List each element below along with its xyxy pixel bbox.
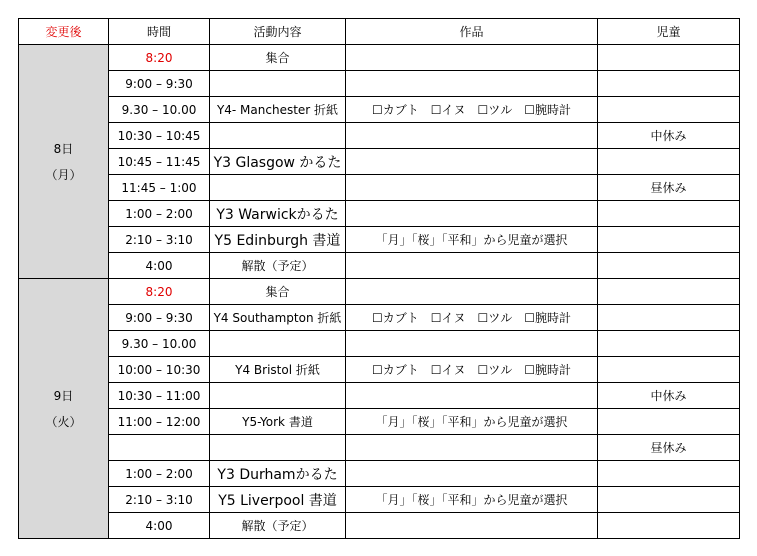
table-row [19, 123, 740, 149]
weekday-label: （月） [45, 167, 82, 182]
table-row [19, 357, 740, 383]
table-row [19, 513, 740, 539]
header-activity: 活動内容 [210, 19, 346, 45]
work-cell [346, 461, 598, 487]
header-time: 時間 [109, 19, 210, 45]
work-cell [346, 279, 598, 305]
day-cell [19, 279, 109, 539]
work-cell [346, 175, 598, 201]
table-row [19, 279, 740, 305]
work-cell: ☐カブト ☐イヌ ☐ツル ☐腕時計 [346, 357, 598, 383]
activity-cell: Y4 Bristol 折紙 [210, 357, 346, 383]
children-cell [598, 305, 740, 331]
time-cell: 9:00 – 9:30 [109, 71, 210, 97]
time-cell: 11:00 – 12:00 [109, 409, 210, 435]
time-cell: 9:00 – 9:30 [109, 305, 210, 331]
time-cell: 10:30 – 11:00 [109, 383, 210, 409]
children-cell: 中休み [598, 123, 740, 149]
table-row [19, 253, 740, 279]
activity-cell: 解散（予定） [210, 253, 346, 279]
day-label: 9日 [53, 388, 74, 403]
children-cell: 昼休み [598, 175, 740, 201]
children-cell: 昼休み [598, 435, 740, 461]
time-cell: 1:00 – 2:00 [109, 461, 210, 487]
activity-cell: Y4- Manchester 折紙 [210, 97, 346, 123]
activity-cell [210, 175, 346, 201]
children-cell [598, 461, 740, 487]
activity-cell: Y5 Liverpool 書道 [210, 487, 346, 513]
children-cell [598, 227, 740, 253]
work-cell: 「月」「桜」「平和」から児童が選択 [346, 487, 598, 513]
time-cell: 10:00 – 10:30 [109, 357, 210, 383]
activity-cell: 解散（予定） [210, 513, 346, 539]
activity-cell [210, 383, 346, 409]
activity-cell: Y3 Warwickかるた [210, 201, 346, 227]
work-cell: 「月」「桜」「平和」から児童が選択 [346, 409, 598, 435]
table-row [19, 149, 740, 175]
activity-cell: Y5-York 書道 [210, 409, 346, 435]
work-cell: ☐カブト ☐イヌ ☐ツル ☐腕時計 [346, 97, 598, 123]
work-cell [346, 45, 598, 71]
time-cell: 10:45 – 11:45 [109, 149, 210, 175]
time-cell: 1:00 – 2:00 [109, 201, 210, 227]
time-cell: 9.30 – 10.00 [109, 331, 210, 357]
work-cell [346, 201, 598, 227]
table-row [19, 175, 740, 201]
time-cell: 8:20 [109, 279, 210, 305]
work-cell [346, 71, 598, 97]
table-row [19, 487, 740, 513]
time-cell: 11:45 – 1:00 [109, 175, 210, 201]
time-cell: 8:20 [109, 45, 210, 71]
day-label: 8日 [53, 141, 74, 156]
table-row [19, 201, 740, 227]
table-row [19, 409, 740, 435]
activity-cell [210, 123, 346, 149]
work-cell [346, 123, 598, 149]
activity-cell: Y3 Glasgow かるた [210, 149, 346, 175]
table-row [19, 45, 740, 71]
activity-cell: Y3 Durhamかるた [210, 461, 346, 487]
work-cell [346, 253, 598, 279]
time-cell [109, 435, 210, 461]
activity-cell: Y4 Southampton 折紙 [210, 305, 346, 331]
children-cell [598, 357, 740, 383]
activity-cell: 集合 [210, 45, 346, 71]
activity-cell: Y5 Edinburgh 書道 [210, 227, 346, 253]
work-cell [346, 513, 598, 539]
table-row [19, 227, 740, 253]
children-cell [598, 201, 740, 227]
day-cell [19, 45, 109, 279]
time-cell: 2:10 – 3:10 [109, 487, 210, 513]
time-cell: 10:30 – 10:45 [109, 123, 210, 149]
work-cell: 「月」「桜」「平和」から児童が選択 [346, 227, 598, 253]
children-cell [598, 513, 740, 539]
children-cell [598, 409, 740, 435]
work-cell [346, 383, 598, 409]
work-cell [346, 149, 598, 175]
time-cell: 4:00 [109, 513, 210, 539]
table-row [19, 461, 740, 487]
table-row [19, 71, 740, 97]
header-work: 作品 [346, 19, 598, 45]
work-cell: ☐カブト ☐イヌ ☐ツル ☐腕時計 [346, 305, 598, 331]
table-row [19, 97, 740, 123]
children-cell [598, 97, 740, 123]
header-changed: 変更後 [19, 19, 109, 45]
activity-cell [210, 435, 346, 461]
children-cell [598, 487, 740, 513]
children-cell [598, 45, 740, 71]
time-cell: 9.30 – 10.00 [109, 97, 210, 123]
weekday-label: （火） [45, 414, 82, 429]
children-cell [598, 331, 740, 357]
table-row [19, 305, 740, 331]
children-cell [598, 253, 740, 279]
table-row [19, 383, 740, 409]
children-cell [598, 149, 740, 175]
activity-cell [210, 71, 346, 97]
time-cell: 2:10 – 3:10 [109, 227, 210, 253]
header-children: 児童 [598, 19, 740, 45]
schedule-table [18, 18, 740, 539]
work-cell [346, 331, 598, 357]
activity-cell [210, 331, 346, 357]
children-cell [598, 279, 740, 305]
time-cell: 4:00 [109, 253, 210, 279]
activity-cell: 集合 [210, 279, 346, 305]
children-cell: 中休み [598, 383, 740, 409]
work-cell [346, 435, 598, 461]
children-cell [598, 71, 740, 97]
table-row [19, 435, 740, 461]
header-row [19, 19, 740, 45]
table-row [19, 331, 740, 357]
